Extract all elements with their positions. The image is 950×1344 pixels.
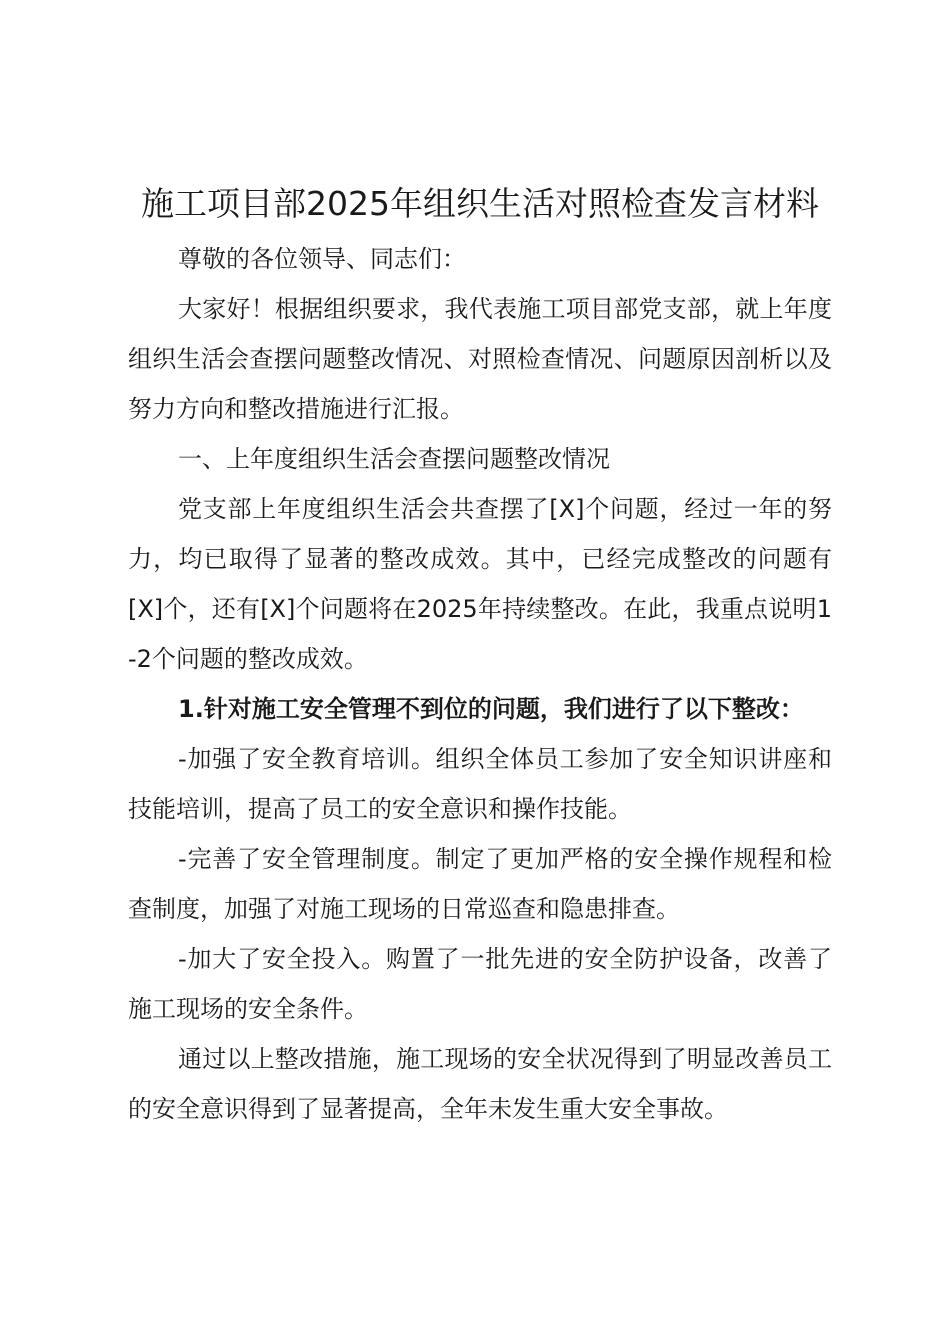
- document-title: 施工项目部2025年组织生活对照检查发言材料: [141, 184, 819, 223]
- section-heading: 一、上年度组织生活会查摆问题整改情况: [178, 445, 610, 473]
- intro-paragraph: 大家好！根据组织要求，我代表施工项目部党支部，就上年度组织生活会查摆问题整改情况、对照检查情况、问题原因剖析以及努力方向和整改措施进行汇报。: [128, 295, 832, 423]
- bullet-paragraph: -完善了安全管理制度。制定了更加严格的安全操作规程和检查制度，加强了对施工现场的日常巡查和隐患排查。: [128, 845, 832, 923]
- document-page: [128, 180, 832, 1134]
- bullet-paragraph: -加大了安全投入。购置了一批先进的安全防护设备，改善了施工现场的安全条件。: [128, 945, 832, 1023]
- greeting: 尊敬的各位领导、同志们：: [178, 245, 466, 273]
- section-paragraph: 党支部上年度组织生活会共查摆了[X]个问题，经过一年的努力，均已取得了显著的整改成效。其中，已经完成整改的问题有[X]个，还有[X]个问题将在2025年持续整改。在此，我重点说明1-2个问题的整改成效。: [128, 495, 832, 673]
- item-heading: 1.针对施工安全管理不到位的问题，我们进行了以下整改：: [178, 695, 804, 723]
- bullet-paragraph: -加强了安全教育培训。组织全体员工参加了安全知识讲座和技能培训，提高了员工的安全意识和操作技能。: [128, 745, 832, 823]
- summary-paragraph: 通过以上整改措施，施工现场的安全状况得到了明显改善员工的安全意识得到了显著提高，全年未发生重大安全事故。: [128, 1045, 832, 1123]
